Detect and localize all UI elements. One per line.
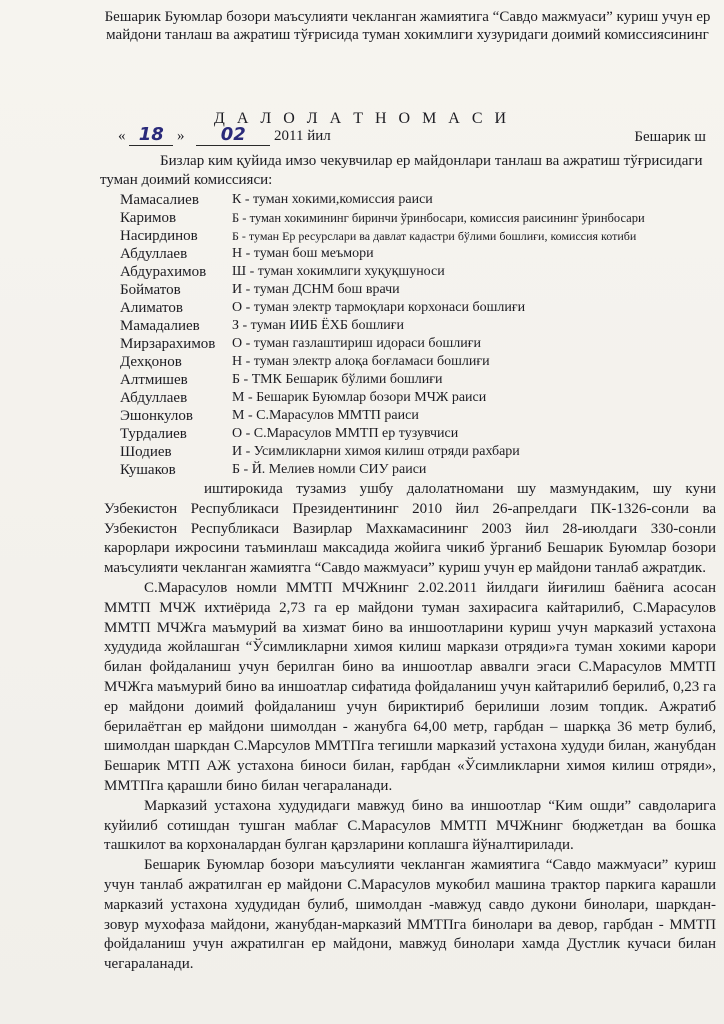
member-name: Мамасалиев [120, 192, 199, 208]
member-role: К - туман хокими,комиссия раиси [232, 192, 433, 207]
member-role: О - туман электр тармоқлари корхонаси бошлиғи [232, 300, 526, 315]
member-name: Шодиев [120, 444, 172, 460]
document-heading: Бешарик Буюмлар бозори маъсулияти чекланган жамиятига “Савдо мажмуаси” куриш учун ер майдони танлаш ва ажратиш тўғрисида туман хокимлиги хузуридаги доимий комиссиясининг [104, 9, 711, 43]
member-row [120, 282, 720, 300]
member-row [120, 354, 720, 372]
member-row [120, 462, 720, 480]
document-title: Д А Л О Л А Т Н О М А С И [213, 110, 511, 127]
date-line [118, 124, 331, 146]
member-row [120, 264, 720, 282]
member-name: Бойматов [120, 282, 181, 298]
member-name: Турдалиев [120, 426, 187, 442]
intro-paragraph: Бизлар ким қуйида имзо чекувчилар ер майдонлари танлаш ва ажратиш тўғрисидаги туман доимий комиссияси: [100, 153, 703, 188]
member-row [120, 336, 720, 354]
member-name: Кушаков [120, 462, 176, 478]
date-month: 02 [196, 124, 270, 146]
member-row [120, 426, 720, 444]
member-role: И - Усимликларни химоя килиш отряди рахбари [232, 444, 520, 459]
member-row [120, 246, 720, 264]
date-close-quote: » [177, 128, 185, 144]
member-role: М - С.Марасулов ММТП раиси [232, 408, 419, 423]
member-row [120, 192, 720, 210]
member-row [120, 210, 720, 228]
member-row [120, 228, 720, 246]
member-role: Б - туман Ер ресурслари ва давлат кадастри бўлими бошлиғи, комиссия котиби [232, 229, 637, 243]
date-year: 2011 йил [274, 128, 331, 144]
member-name: Алиматов [120, 300, 183, 316]
member-name: Абдурахимов [120, 264, 207, 280]
member-role: З - туман ИИБ ЁХБ бошлиғи [232, 318, 404, 333]
member-role: Б - ТМК Бешарик бўлими бошлиғи [232, 372, 443, 387]
member-row [120, 408, 720, 426]
body-paragraph: Марказий устахона худудидаги мавжуд бино ва иншоотлар “Ким ошди” савдоларига куйилиб сотишдан тушган маблағ С.Марасулов ММТП МЧЖнинг бюджетдан ва бошка ташкилот ва корхоналардан булган қарзларини коплашга йўналтирилади. [104, 797, 716, 854]
member-name: Мирзарахимов [120, 336, 216, 352]
body-paragraph: Бешарик Буюмлар бозори маъсулияти чекланган жамиятига “Савдо мажмуаси” куриш учун танлаб ажратилган ер майдони С.Марасулов мукобил машина трактор паркига карашли марказий устахона худудидан булиб, шимолдан -мавжуд савдо дукони бинолари, шаркдан-зовур мухофаза майдони, жанубдан-марказий ММТПга бинолари ва девор, гарбдан - ММТП фойдаланиш учун ажратилган ер майдони, мавжуд бинолари хамда Дустлик кучаси билан чегараланади. [104, 857, 716, 973]
member-name: Алтмишев [120, 372, 188, 388]
member-role: Б - Й. Мелиев номли СИУ раиси [232, 462, 427, 477]
member-row [120, 390, 720, 408]
body-paragraph: иштирокида тузамиз ушбу далолатномани шу мазмундаким, шу куни Узбекистон Республикаси Президентининг 2010 йил 26-апрелдаги ПК-1326-сонли ва Узбекистон Республикаси Вазирлар Махкамасининг 2003 йил 28-июлдаги 330-сонли карорлари ижросини таъминлаш максадида жойига чикиб ўрганиб Бешарик Буюмлар бозори маъсулияти чекланган жамиятга “Савдо мажмуаси” куриш учун ер майдони танлаб ажратдик. [104, 481, 716, 577]
member-name: Абдуллаев [120, 246, 188, 262]
body-paragraph: С.Марасулов номли ММТП МЧЖнинг 2.02.2011 йилдаги йиғилиш баёнига асосан ММТП МЧЖ ихтиёрида 2,73 га ер майдони туман захирасига кайтарилиб, С.Марасулов ММТП МЧЖга маъмурий ва хизмат бино ва иншоотларини куриш учун марказий устахона худудида жойлашган “Ўсимликларни химоя килиш маркази отряди»га туман хокими карори билан фойдаланиш учун берилган бино ва иншоотлар аввалги эгаси С.Марасулов ММТП МЧЖга маъмурий бино ва иншоатлар сифатида фойдаланиш учун кайтарилиб берилиб, 0,23 га ер майдони доимий фойдаланиш учун бириктириб берилиши лозим топдик. Ажратиб берилаётган ер майдони шимолдан - жанубга 64,00 метр, гарбдан – шаркқа 36 метр булиб, шимолдан шаркдан С.Марсулов ММТПга тегишли марказий устахона худуди билан, жанубдан Бешарик МТП АЖ устахона биноси билан, ғарбдан «Ўсимликларни химоя килиш отряди», ММТПга қарашли бино билан чегараланади. [104, 579, 716, 794]
document-body [104, 480, 716, 975]
member-role: Б - туман хокимининг биринчи ўринбосари, комиссия раисининг ўринбосари [232, 211, 645, 225]
date-open-quote: « [118, 128, 126, 144]
member-name: Абдуллаев [120, 390, 188, 406]
member-role: Ш - туман хокимлиги хуқуқшуноси [232, 264, 445, 279]
date-day: 18 [129, 124, 173, 146]
member-row [120, 300, 720, 318]
member-name: Мамадалиев [120, 318, 200, 334]
member-row [120, 444, 720, 462]
member-row [120, 318, 720, 336]
member-role: И - туман ДСНМ бош врачи [232, 282, 400, 297]
member-role: О - туман газлаштириш идораси бошлиғи [232, 336, 481, 351]
member-name: Эшонкулов [120, 408, 193, 424]
member-role: Н - туман бош меъмори [232, 246, 374, 261]
member-role: М - Бешарик Буюмлар бозори МЧЖ раиси [232, 390, 487, 405]
member-name: Насирдинов [120, 228, 198, 244]
member-name: Каримов [120, 210, 177, 226]
member-name: Дехқонов [120, 354, 182, 370]
member-role: О - С.Марасулов ММТП ер тузувчиси [232, 426, 459, 441]
member-role: Н - туман электр алоқа боғламаси бошлиғи [232, 354, 490, 369]
member-row [120, 372, 720, 390]
place-name: Бешарик ш [634, 129, 706, 145]
